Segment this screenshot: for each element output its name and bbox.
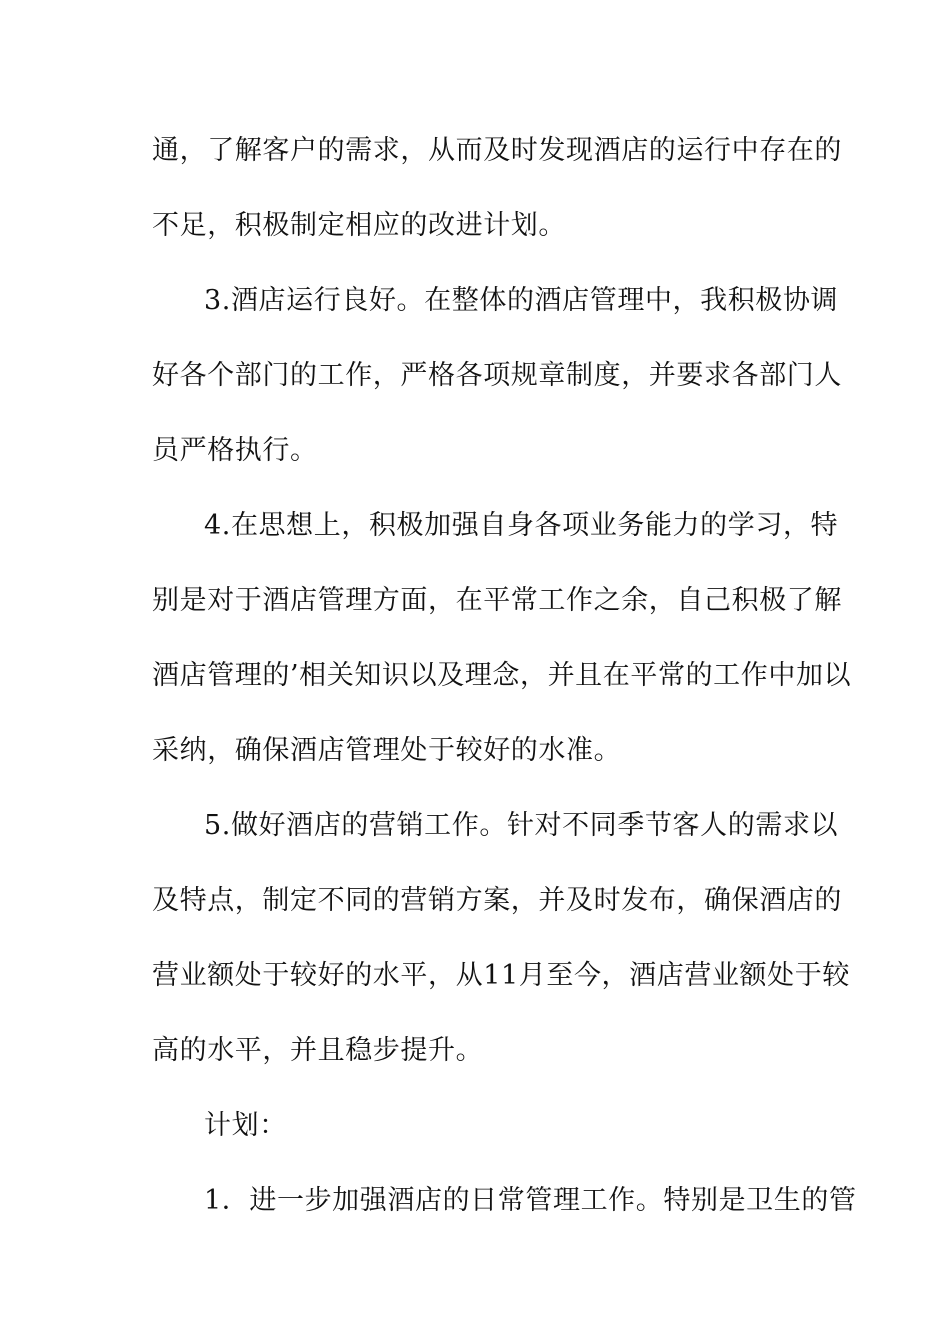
text-line: 3.酒店运行良好。在整体的酒店管理中，我积极协调 — [204, 285, 839, 316]
text-line: 通，了解客户的需求，从而及时发现酒店的运行中存在的 — [152, 135, 842, 166]
text-line: 酒店管理的’相关知识以及理念，并且在平常的工作中加以 — [152, 660, 852, 691]
text-line: 高的水平，并且稳步提升。 — [152, 1035, 484, 1066]
text-line: 员严格执行。 — [152, 435, 318, 466]
text-line: 1．进一步加强酒店的日常管理工作。特别是卫生的管 — [204, 1185, 857, 1216]
text-line: 4.在思想上，积极加强自身各项业务能力的学习，特 — [204, 510, 839, 541]
text-line: 及特点，制定不同的营销方案，并及时发布，确保酒店的 — [152, 885, 842, 916]
text-line: 好各个部门的工作，严格各项规章制度，并要求各部门人 — [152, 360, 842, 391]
text-line: 不足，积极制定相应的改进计划。 — [152, 210, 566, 241]
text-line: 采纳，确保酒店管理处于较好的水准。 — [152, 735, 622, 766]
text-line: 别是对于酒店管理方面，在平常工作之余，自己积极了解 — [152, 585, 842, 616]
text-line: 计划： — [204, 1110, 287, 1141]
text-line: 5.做好酒店的营销工作。针对不同季节客人的需求以 — [204, 810, 839, 841]
text-line: 营业额处于较好的水平，从11月至今，酒店营业额处于较 — [152, 960, 850, 991]
